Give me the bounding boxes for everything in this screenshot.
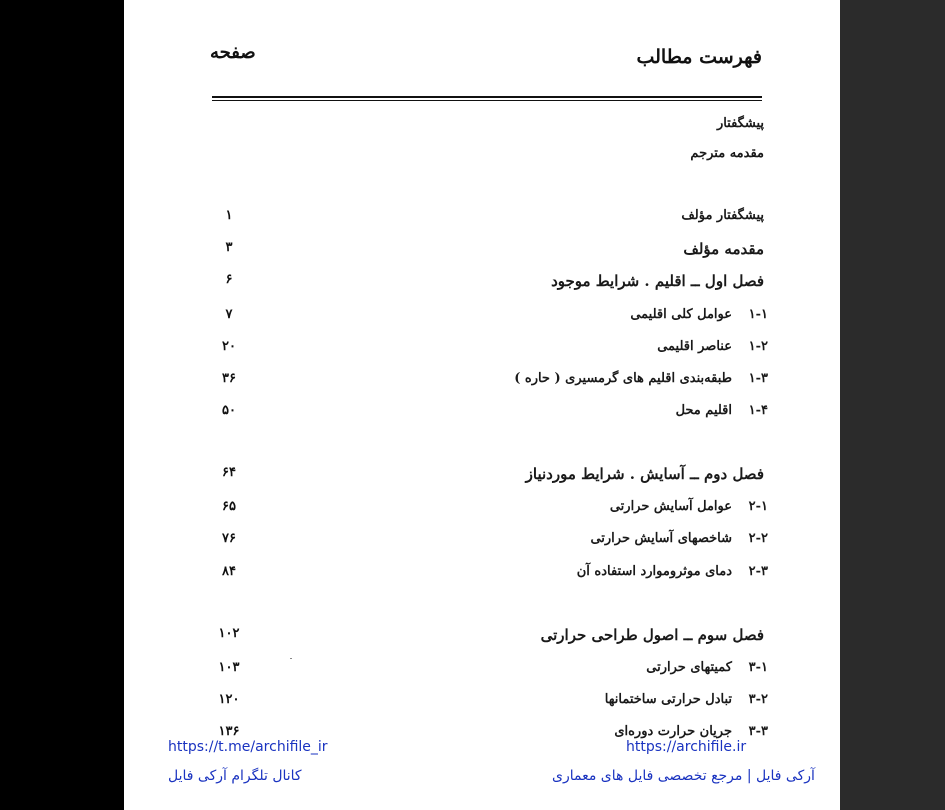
toc-chapter-row	[214, 272, 764, 296]
toc-entry-title	[610, 499, 768, 514]
toc-entry-title	[657, 339, 768, 354]
toc-entry-text: عناصر اقلیمی	[657, 339, 732, 354]
toc-entry-number: ۳-۳	[748, 724, 768, 739]
toc-entry-text: اقلیم محل	[675, 403, 732, 418]
toc-page-number: ۱۰۳	[218, 660, 240, 675]
toc-entry-row	[214, 692, 768, 716]
toc-entry-text: مقدمه مؤلف	[683, 240, 764, 258]
toc-entry-title	[526, 465, 764, 483]
toc-entry-number: ۱-۲	[748, 339, 768, 354]
toc-entry-title	[681, 208, 764, 223]
toc-entry-title	[646, 660, 768, 675]
toc-entry-row	[214, 307, 768, 331]
site-link[interactable]: https://archifile.ir	[626, 739, 747, 755]
page-column-label: صفحه	[210, 42, 256, 63]
toc-entry-number: ۳-۱	[748, 660, 768, 675]
toc-entry-title	[690, 146, 764, 161]
toc-page-number: ۸۴	[222, 564, 236, 579]
toc-entry-title	[551, 272, 764, 290]
header-rule-thick	[212, 96, 762, 98]
toc-entry-row	[214, 499, 768, 523]
document-page	[124, 0, 840, 810]
site-tagline: آرکی فایل | مرجع تخصصی فایل های معماری	[552, 768, 815, 784]
toc-entry-row	[214, 208, 764, 232]
toc-title: فهرست مطالب	[636, 46, 762, 68]
toc-entry-text: شاخصهای آسایش حرارتی	[590, 531, 732, 546]
toc-page-number: ۶۴	[222, 465, 236, 480]
telegram-link[interactable]: https://t.me/archifile_ir	[168, 739, 328, 755]
toc-entry-text: جریان حرارت دوره‌ای	[614, 724, 732, 739]
toc-entry-text: کمیتهای حرارتی	[646, 660, 732, 675]
toc-entry-title	[590, 531, 768, 546]
toc-entry-text: فصل اول ــ اقلیم . شرایط موجود	[551, 272, 764, 290]
toc-page-number: ۱۰۲	[218, 626, 240, 641]
toc-entry-row	[214, 531, 768, 555]
toc-entry-text: عوامل کلی اقلیمی	[630, 307, 732, 322]
toc-entry-title	[541, 626, 764, 644]
toc-entry-title	[605, 692, 768, 707]
toc-entry-number: ۱-۳	[748, 371, 768, 386]
toc-entry-text: طبقه‌بندی اقلیم های گرمسیری ( حاره )	[514, 371, 732, 386]
scan-speck	[290, 658, 292, 659]
toc-page-number: ۱۲۰	[218, 692, 240, 707]
toc-page-number: ۷	[225, 307, 233, 322]
toc-entry-title	[676, 403, 768, 418]
toc-entry-number: ۱-۴	[748, 403, 768, 418]
toc-entry-text: تبادل حرارتی ساختمانها	[604, 692, 732, 707]
toc-page-number: ۷۶	[222, 531, 236, 546]
toc-entry-row	[214, 564, 768, 588]
toc-page-number: ۱۳۶	[218, 724, 240, 739]
toc-page-number: ۵۰	[222, 403, 236, 418]
toc-entry-text: عوامل آسایش حرارتی	[609, 499, 732, 514]
toc-entry-text: فصل سوم ــ اصول طراحی حرارتی	[540, 626, 764, 644]
toc-entry-title	[683, 240, 764, 258]
right-dark-margin	[840, 0, 945, 810]
toc-page-number: ۳	[225, 240, 233, 255]
header-rule-thin	[212, 100, 762, 101]
toc-entry-title	[577, 564, 768, 579]
toc-entry-text: مقدمه مترجم	[690, 146, 764, 161]
toc-entry-text: پیشگفتار مؤلف	[681, 208, 764, 223]
toc-entry-row	[214, 146, 764, 170]
toc-entry-title	[514, 371, 768, 386]
toc-entry-number: ۲-۲	[748, 531, 768, 546]
toc-entry-text: فصل دوم ــ آسایش . شرایط موردنیاز	[525, 465, 764, 483]
toc-entry-text: پیشگفتار	[716, 116, 764, 131]
toc-page-number: ۶۵	[222, 499, 236, 514]
toc-entry-row	[214, 339, 768, 363]
toc-chapter-row	[214, 240, 764, 264]
toc-page-number: ۲۰	[222, 339, 236, 354]
toc-page-number: ۳۶	[222, 371, 236, 386]
toc-entry-title	[614, 724, 768, 739]
toc-entry-title	[717, 116, 764, 131]
toc-page-number: ۶	[225, 272, 233, 287]
toc-entry-number: ۲-۱	[748, 499, 768, 514]
toc-entry-row	[214, 116, 764, 140]
toc-chapter-row	[214, 465, 764, 489]
toc-entry-number: ۲-۳	[748, 564, 768, 579]
toc-chapter-row	[214, 626, 764, 650]
toc-entry-number: ۱-۱	[748, 307, 768, 322]
toc-entry-row	[214, 371, 768, 395]
toc-page-number: ۱	[225, 208, 233, 223]
toc-entry-number: ۳-۲	[748, 692, 768, 707]
toc-entry-row	[214, 403, 768, 427]
toc-entry-row	[214, 660, 768, 684]
toc-entry-title	[630, 307, 768, 322]
telegram-channel-label: کانال تلگرام آرکی فایل	[168, 768, 302, 784]
toc-entry-text: دمای موثروموارد استفاده آن	[576, 564, 732, 579]
